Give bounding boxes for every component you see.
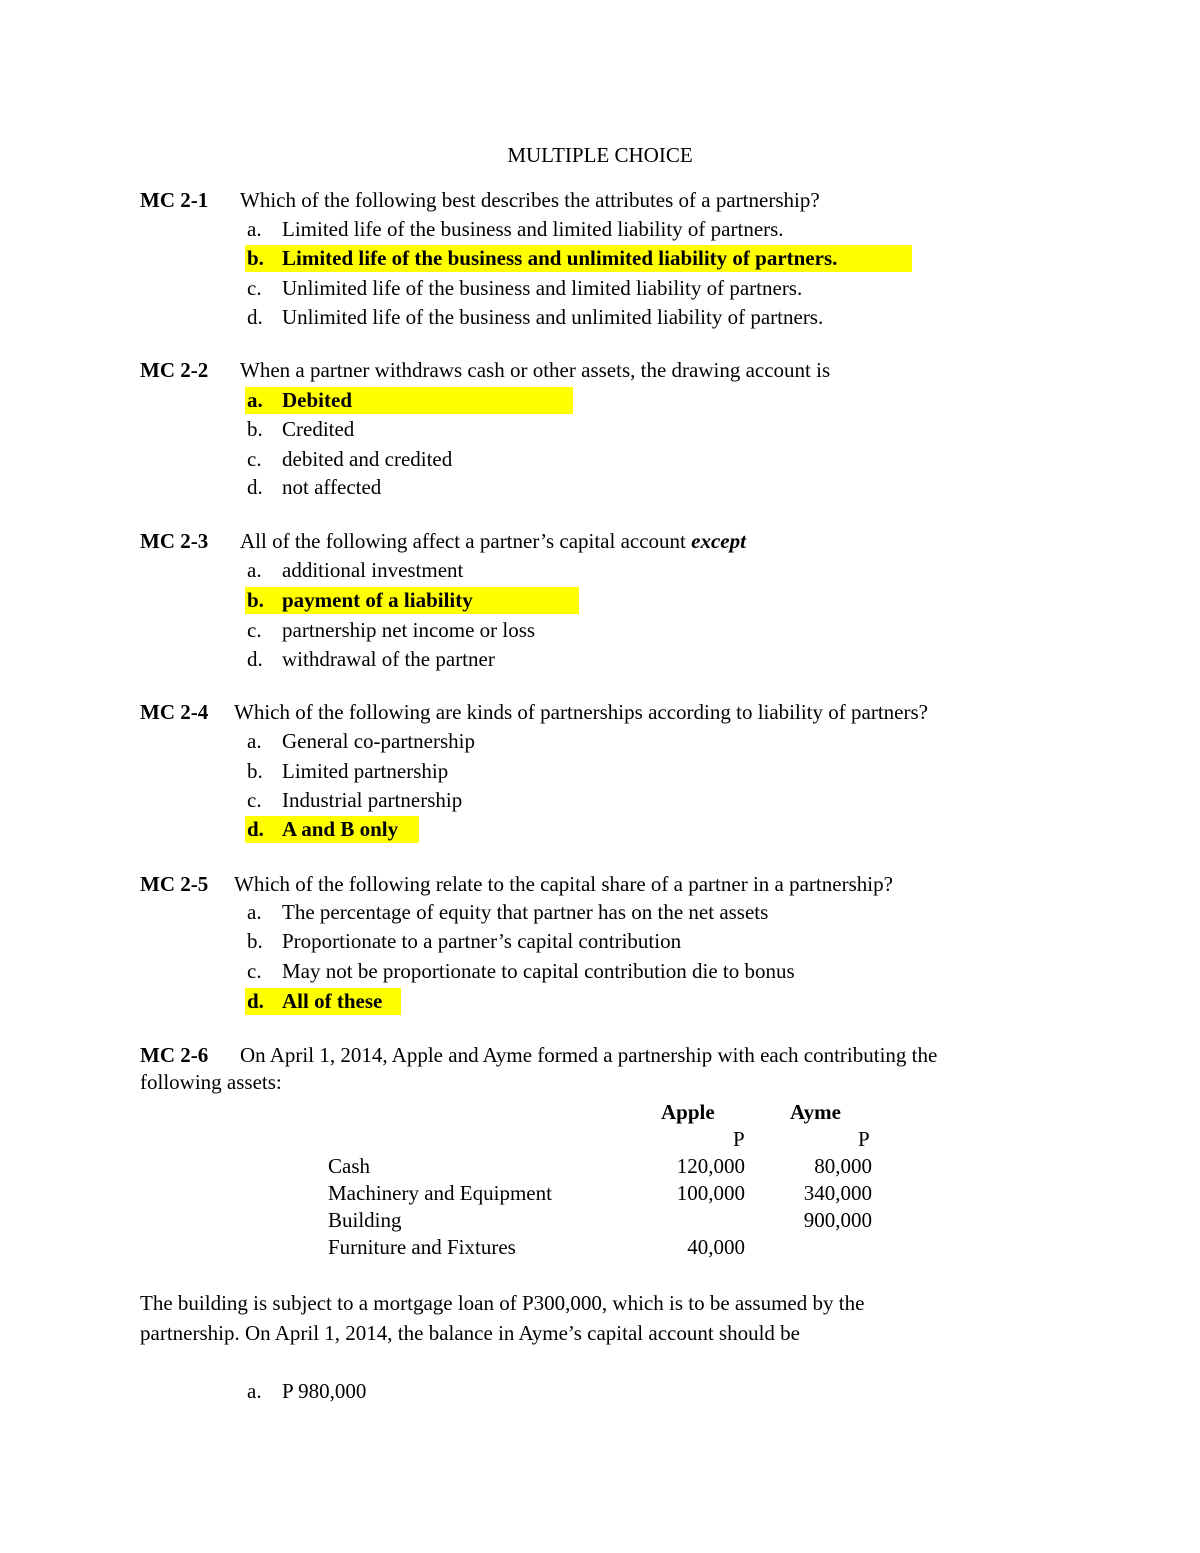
- option-text: All of these: [282, 989, 383, 1013]
- row-label: Machinery and Equipment: [328, 1181, 552, 1205]
- option-text: Limited life of the business and unlimited liability of partners.: [282, 246, 838, 270]
- option-text: debited and credited: [282, 447, 453, 471]
- option-letter: a.: [247, 388, 263, 412]
- row-label: Building: [328, 1208, 402, 1232]
- option-text: Limited life of the business and limited liability of partners.: [282, 217, 784, 241]
- row-label: Cash: [328, 1154, 370, 1178]
- column-header-apple: Apple: [661, 1100, 715, 1124]
- question-number: MC 2-5: [140, 872, 209, 896]
- option-letter: c.: [247, 447, 262, 471]
- apple-value: 100,000: [676, 1181, 745, 1205]
- paragraph-line1: The building is subject to a mortgage loan of P300,000, which is to be assumed by the: [140, 1291, 865, 1315]
- option-letter: a.: [247, 217, 262, 241]
- option-text: payment of a liability: [282, 588, 473, 612]
- option-text: A and B only: [282, 817, 399, 841]
- option-letter: d.: [247, 475, 263, 499]
- paragraph-line2: partnership. On April 1, 2014, the balance in Ayme’s capital account should be: [140, 1321, 800, 1345]
- ayme-value: 340,000: [803, 1181, 872, 1205]
- option-text: Industrial partnership: [282, 788, 463, 812]
- option-letter: a.: [247, 558, 262, 582]
- option-text: Debited: [282, 388, 352, 412]
- ayme-value: 900,000: [803, 1208, 872, 1232]
- option-letter: b.: [247, 929, 263, 953]
- question-text: [240, 528, 746, 555]
- option-letter: c.: [247, 276, 262, 300]
- page-title: MULTIPLE CHOICE: [507, 143, 693, 167]
- question-text: Which of the following best describes the attributes of a partnership?: [240, 188, 820, 212]
- question-number: MC 2-3: [140, 529, 209, 553]
- option-text: Proportionate to a partner’s capital contribution: [282, 929, 682, 953]
- option-letter: a.: [247, 1379, 262, 1403]
- option-text: Credited: [282, 417, 355, 441]
- option-text: General co-partnership: [282, 729, 475, 753]
- option-letter: c.: [247, 788, 262, 812]
- option-letter: d.: [247, 647, 263, 671]
- question-number: MC 2-2: [140, 358, 209, 382]
- option-text: P 980,000: [282, 1379, 367, 1403]
- option-text: The percentage of equity that partner has on the net assets: [282, 900, 769, 924]
- option-letter: b.: [247, 588, 264, 612]
- option-letter: b.: [247, 246, 264, 270]
- option-letter: a.: [247, 729, 262, 753]
- question-text-emphasis: except: [691, 529, 746, 553]
- apple-value: 120,000: [676, 1154, 745, 1178]
- question-text-line2: following assets:: [140, 1070, 282, 1094]
- option-letter: d.: [247, 817, 264, 841]
- option-text: withdrawal of the partner: [282, 647, 495, 671]
- apple-value: 40,000: [687, 1235, 745, 1259]
- option-text: Unlimited life of the business and unlimited liability of partners.: [282, 305, 824, 329]
- question-text: When a partner withdraws cash or other assets, the drawing account is: [240, 358, 831, 382]
- option-letter: d.: [247, 989, 264, 1013]
- question-text-main: All of the following affect a partner’s capital account: [240, 529, 686, 553]
- question-text: Which of the following are kinds of partnerships according to liability of partners?: [234, 700, 928, 724]
- option-letter: b.: [247, 759, 263, 783]
- option-letter: c.: [247, 959, 262, 983]
- question-number: MC 2-1: [140, 188, 209, 212]
- option-letter: d.: [247, 305, 263, 329]
- question-number: MC 2-4: [140, 700, 209, 724]
- option-letter: a.: [247, 900, 262, 924]
- currency-ayme: P: [858, 1127, 870, 1151]
- option-text: Limited partnership: [282, 759, 449, 783]
- option-text: partnership net income or loss: [282, 618, 536, 642]
- option-text: additional investment: [282, 558, 464, 582]
- row-label: Furniture and Fixtures: [328, 1235, 516, 1259]
- question-text-line1: On April 1, 2014, Apple and Ayme formed a partnership with each contributing the: [240, 1043, 938, 1067]
- option-letter: b.: [247, 417, 263, 441]
- option-text: Unlimited life of the business and limited liability of partners.: [282, 276, 803, 300]
- column-header-ayme: Ayme: [790, 1100, 841, 1124]
- currency-apple: P: [733, 1127, 745, 1151]
- question-number: MC 2-6: [140, 1043, 209, 1067]
- option-letter: c.: [247, 618, 262, 642]
- option-text: not affected: [282, 475, 382, 499]
- option-text: May not be proportionate to capital contribution die to bonus: [282, 959, 795, 983]
- question-text: Which of the following relate to the capital share of a partner in a partnership?: [234, 872, 893, 896]
- ayme-value: 80,000: [814, 1154, 872, 1178]
